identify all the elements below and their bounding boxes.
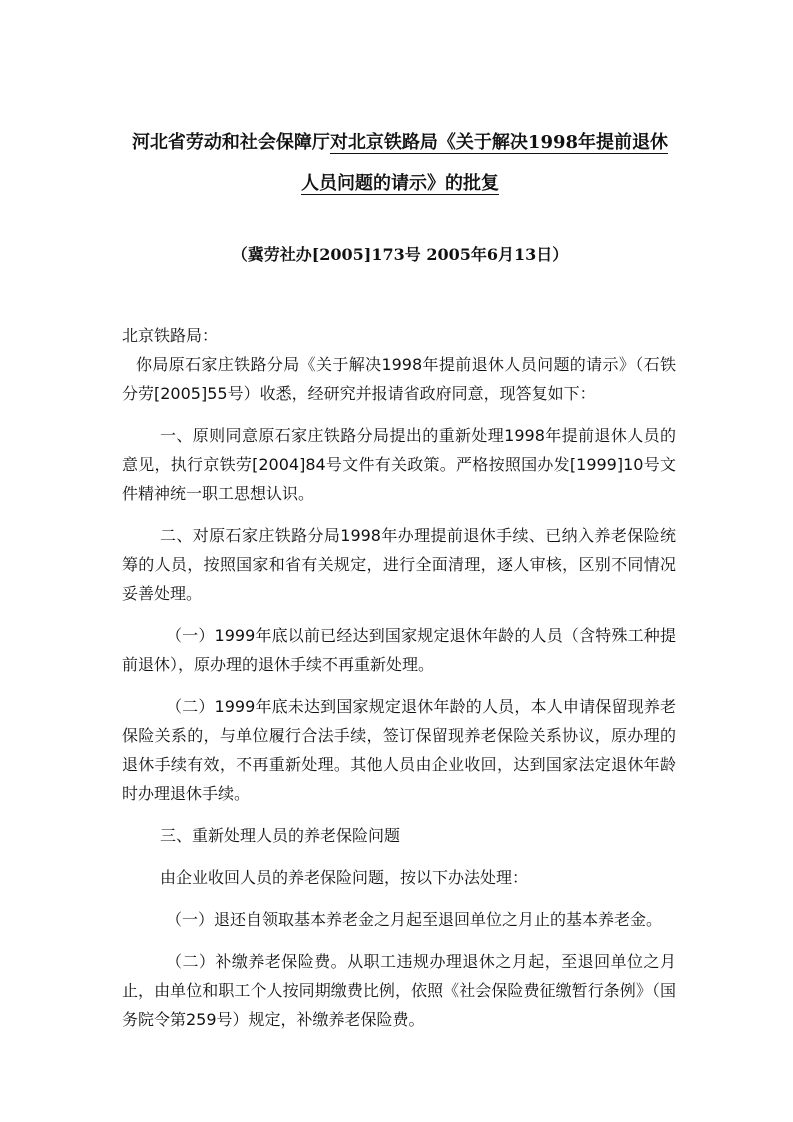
title-subject-continued: 人员问题的请示》的批复 bbox=[301, 173, 499, 194]
salutation: 北京铁路局： bbox=[122, 326, 219, 345]
paragraph: 二、对原石家庄铁路分局1998年办理提前退休手续、已纳入养老保险统筹的人员，按照国家和省有关规定，进行全面清理，逐人审核，区别不同情况妥善处理。 bbox=[122, 526, 676, 603]
document-title-line-2 bbox=[120, 172, 680, 196]
document-reference: （冀劳社办[2005]173号 2005年6月13日） bbox=[231, 245, 569, 264]
paragraph: （二）补缴养老保险费。从职工违规办理退休之月起，至退回单位之月止，由单位和职工个人按同期缴费比例，依照《社会保险费征缴暂行条例》（国务院令第259号）规定，补缴养老保险费。 bbox=[122, 952, 676, 1029]
title-issuer: 河北省劳动和社会保障厅 bbox=[131, 132, 330, 153]
paragraph: 一、原则同意原石家庄铁路分局提出的重新处理1998年提前退休人员的意见，执行京铁劳[2004]84号文件有关政策。严格按照国办发[1999]10号文件精神统一职工思想认识。 bbox=[122, 426, 676, 503]
paragraph: 由企业收回人员的养老保险问题，按以下办法处理： bbox=[160, 868, 529, 887]
paragraph: 你局原石家庄铁路分局《关于解决1998年提前退休人员问题的请示》（石铁分劳[2005]55号）收悉，经研究并报请省政府同意，现答复如下： bbox=[122, 355, 676, 403]
section-heading: 三、重新处理人员的养老保险问题 bbox=[160, 826, 401, 845]
document-body bbox=[122, 321, 676, 1034]
paragraph: （一）退还自领取基本养老金之月起至退回单位之月止的基本养老金。 bbox=[166, 910, 663, 929]
paragraph: （一）1999年底以前已经达到国家规定退休年龄的人员（含特殊工种提前退休），原办理的退休手续不再重新处理。 bbox=[122, 626, 676, 674]
document-title-line-1 bbox=[120, 131, 680, 155]
title-subject: 对北京铁路局《关于解决1998年提前退休 bbox=[329, 132, 669, 153]
paragraph: （二）1999年底未达到国家规定退休年龄的人员，本人申请保留现养老保险关系的，与单位履行合法手续，签订保留现养老保险关系协议，原办理的退休手续有效，不再重新处理。其他人员由企业收回，达到国家法定退休年龄时办理退休手续。 bbox=[122, 697, 676, 803]
